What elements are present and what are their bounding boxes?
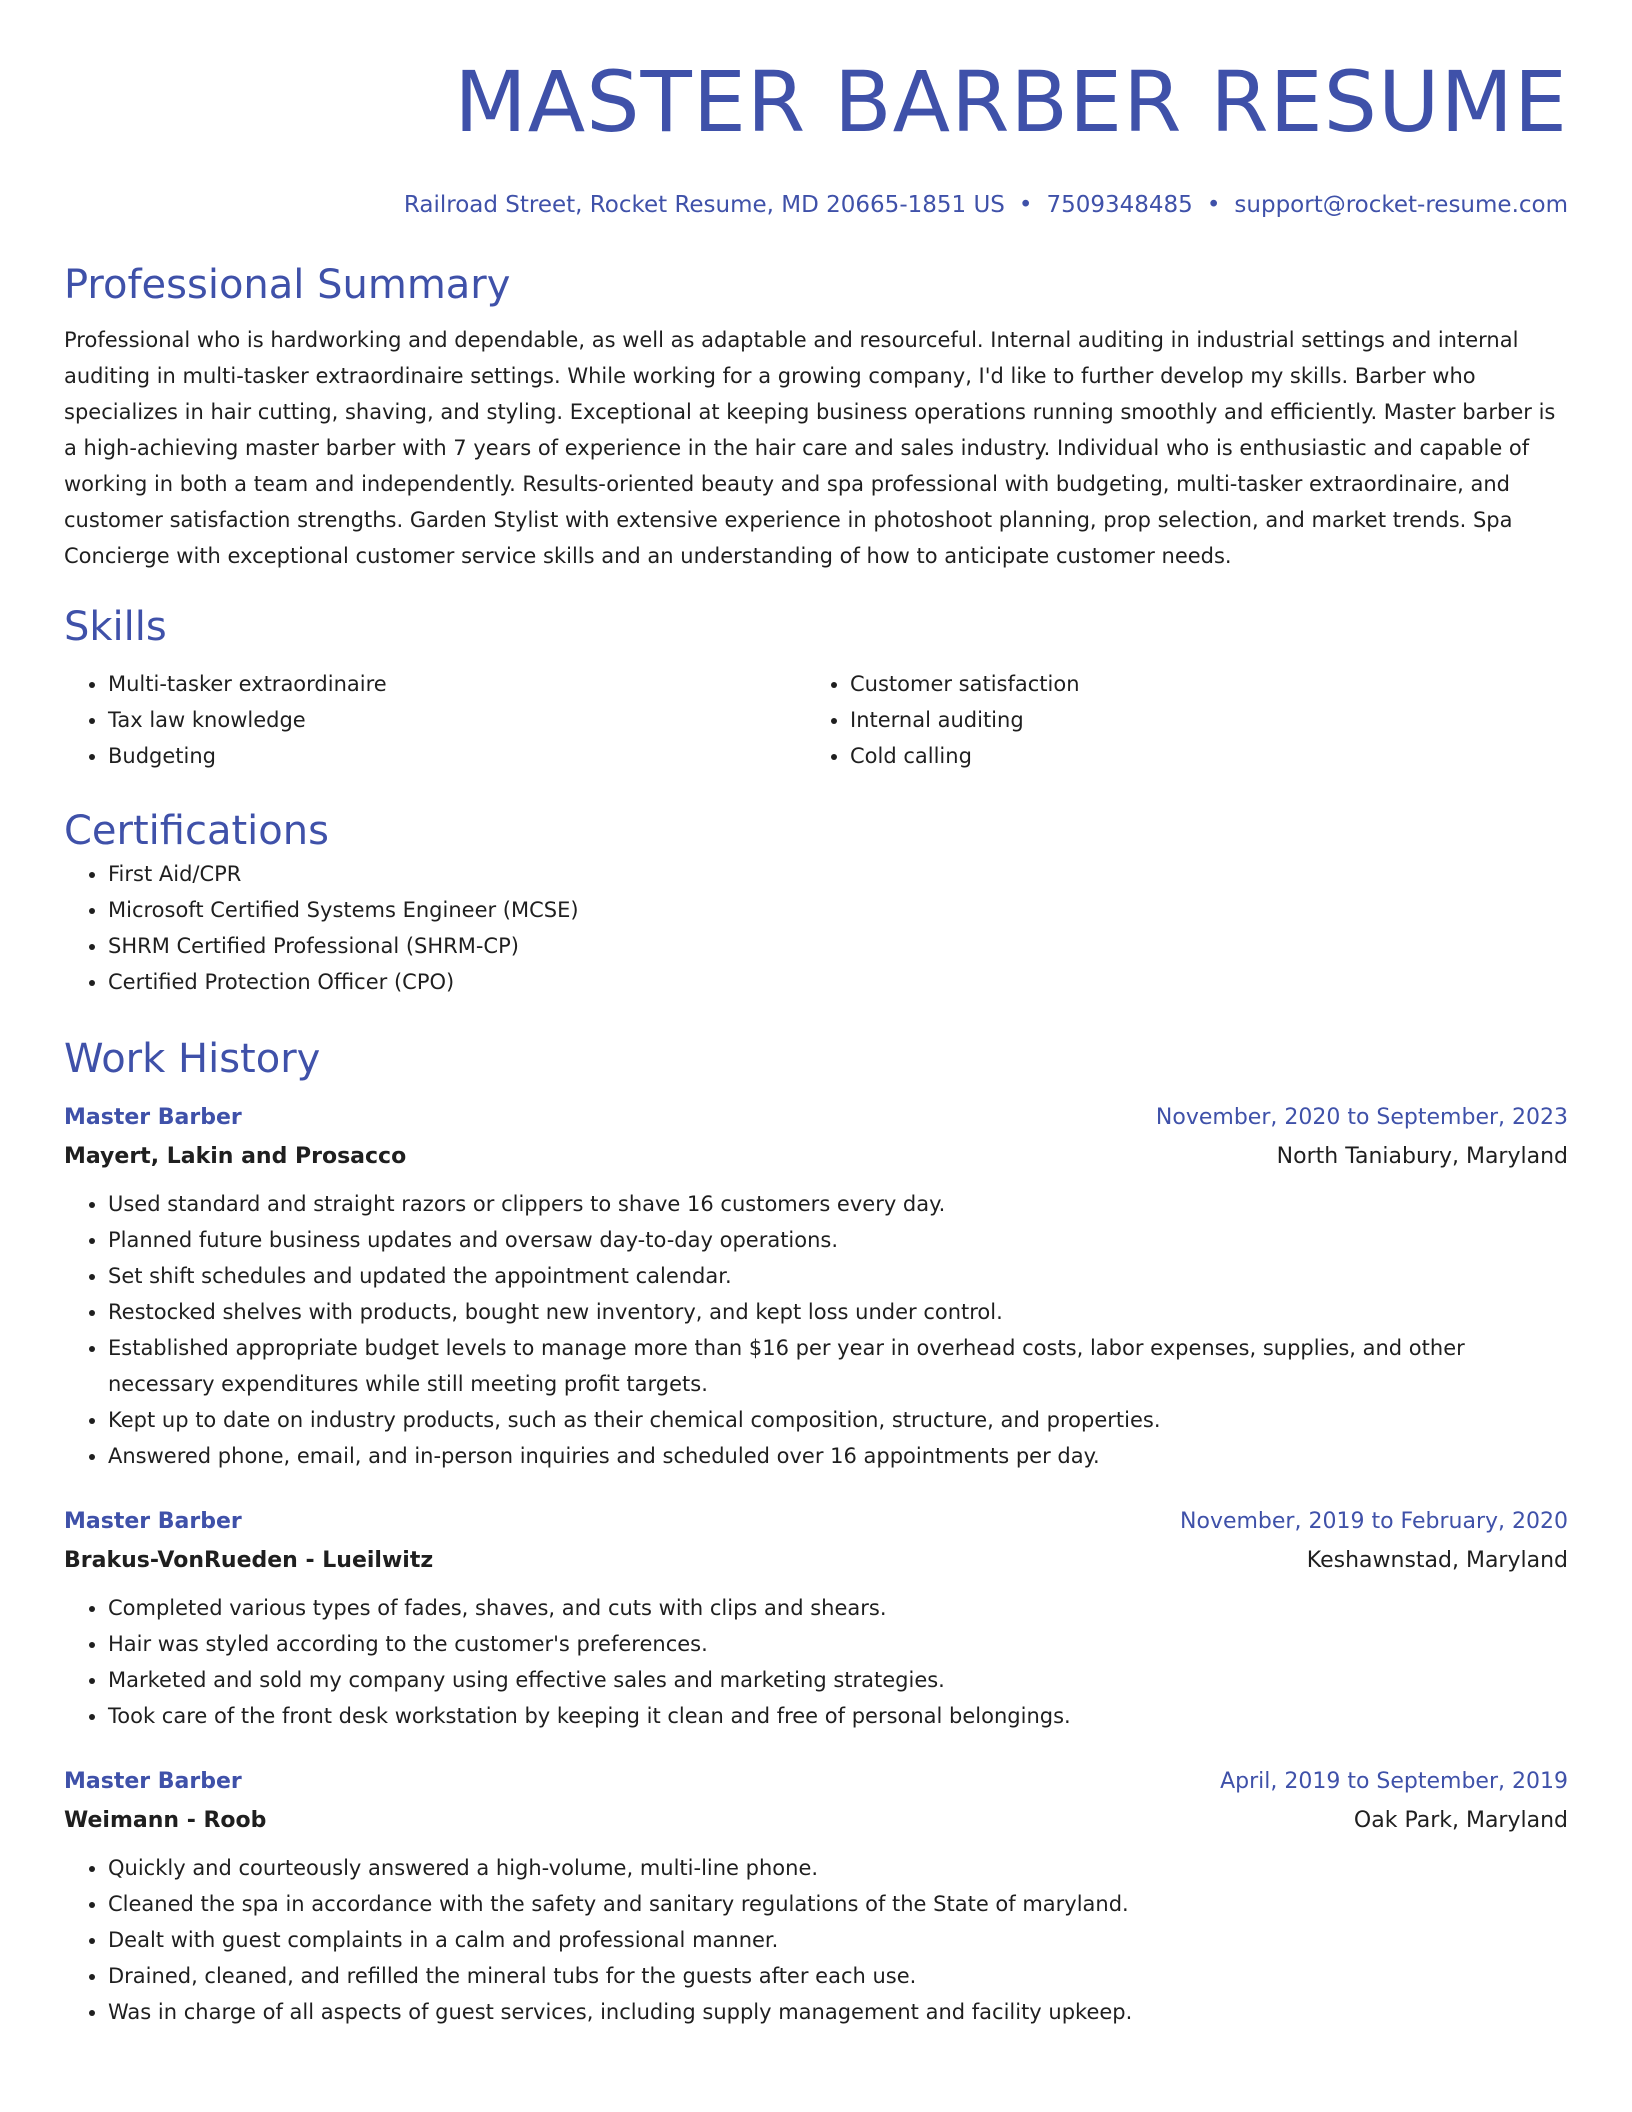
job-entry bbox=[64, 1098, 1568, 1474]
job-dates: November, 2019 to February, 2020 bbox=[1180, 1509, 1568, 1534]
contact-address: Railroad Street, Rocket Resume, MD 20665-1851 US bbox=[403, 192, 1005, 218]
job-duty: • Dealt with guest complaints in a calm and professional manner. bbox=[108, 1922, 1568, 1958]
job-duty: • Quickly and courteously answered a high-volume, multi-line phone. bbox=[108, 1850, 1568, 1886]
job-duty: • Established appropriate budget levels to manage more than $16 per year in overhead costs, labor expenses, supplies, and other necessary expenditures while still meeting profit targets. bbox=[108, 1330, 1568, 1402]
job-entry bbox=[64, 1762, 1568, 2030]
job-duties bbox=[64, 1850, 1568, 2030]
skill-item: • Tax law knowledge bbox=[108, 702, 806, 738]
certification-item: • Microsoft Certified Systems Engineer (MCSE) bbox=[108, 892, 1568, 928]
certifications-list bbox=[64, 856, 1568, 1000]
skills-column-left bbox=[64, 666, 806, 774]
skills-heading: Skills bbox=[64, 604, 167, 650]
summary-heading: Professional Summary bbox=[64, 262, 511, 308]
job-duty: • Marketed and sold my company using effective sales and marketing strategies. bbox=[108, 1662, 1568, 1698]
certification-item: • First Aid/CPR bbox=[108, 856, 1568, 892]
job-company: Mayert, Lakin and Prosacco bbox=[64, 1144, 407, 1169]
job-company: Brakus-VonRueden - Lueilwitz bbox=[64, 1548, 434, 1573]
job-title: Master Barber bbox=[64, 1509, 242, 1534]
summary-text: Professional who is hardworking and dependable, as well as adaptable and resourceful. Internal auditing in industrial settings and internal auditing in multi-tasker extraordinaire settings. While working for a growing company, I'd like to further develop my skills. Barber who specializes in hair cutting, shaving, and styling. Exceptional at keeping business operations running smoothly and efficiently. Master barber is a high-achieving master barber with 7 years of experience in the hair care and sales industry. Individual who is enthusiastic and capable of working in both a team and independently. Results-oriented beauty and spa professional with budgeting, multi-tasker extraordinaire, and customer satisfaction strengths. Garden Stylist with extensive experience in photoshoot planning, prop selection, and market trends. Spa Concierge with exceptional customer service skills and an understanding of how to anticipate customer needs. bbox=[64, 328, 1556, 568]
job-duty: • Used standard and straight razors or clippers to shave 16 customers every day. bbox=[108, 1186, 1568, 1222]
job-duty: • Cleaned the spa in accordance with the safety and sanitary regulations of the State of maryland. bbox=[108, 1886, 1568, 1922]
job-duties bbox=[64, 1590, 1568, 1734]
contact-phone: 7509348485 bbox=[1046, 192, 1193, 218]
job-duty: • Kept up to date on industry products, such as their chemical composition, structure, and properties. bbox=[108, 1402, 1568, 1438]
skill-item: • Customer satisfaction bbox=[850, 666, 1548, 702]
contact-separator: • bbox=[1018, 192, 1033, 218]
skill-item: • Internal auditing bbox=[850, 702, 1548, 738]
job-location: Keshawnstad, Maryland bbox=[1306, 1548, 1568, 1573]
contact-email: support@rocket-resume.com bbox=[1234, 192, 1568, 218]
resume-page bbox=[64, 0, 1568, 2112]
contact-line bbox=[64, 190, 1568, 220]
job-duty: • Answered phone, email, and in-person inquiries and scheduled over 16 appointments per day. bbox=[108, 1438, 1568, 1474]
resume-title: MASTER BARBER RESUME bbox=[454, 53, 1568, 151]
skills-list bbox=[64, 666, 1568, 774]
job-title: Master Barber bbox=[64, 1105, 242, 1130]
certification-item: • SHRM Certified Professional (SHRM-CP) bbox=[108, 928, 1568, 964]
job-entry bbox=[64, 1502, 1568, 1734]
skill-item: • Budgeting bbox=[108, 738, 806, 774]
job-duties bbox=[64, 1186, 1568, 1474]
job-dates: April, 2019 to September, 2019 bbox=[1220, 1769, 1568, 1794]
certifications-heading: Certifications bbox=[64, 808, 329, 854]
job-duty: • Restocked shelves with products, bought new inventory, and kept loss under control. bbox=[108, 1294, 1568, 1330]
job-duty: • Hair was styled according to the customer's preferences. bbox=[108, 1626, 1568, 1662]
skill-item: • Cold calling bbox=[850, 738, 1548, 774]
certification-item: • Certified Protection Officer (CPO) bbox=[108, 964, 1568, 1000]
job-duty: • Planned future business updates and oversaw day-to-day operations. bbox=[108, 1222, 1568, 1258]
job-duty: • Was in charge of all aspects of guest services, including supply management and facility upkeep. bbox=[108, 1994, 1568, 2030]
work-history-heading: Work History bbox=[64, 1036, 321, 1082]
job-duty: • Set shift schedules and updated the appointment calendar. bbox=[108, 1258, 1568, 1294]
job-duty: • Completed various types of fades, shaves, and cuts with clips and shears. bbox=[108, 1590, 1568, 1626]
job-duty: • Drained, cleaned, and refilled the mineral tubs for the guests after each use. bbox=[108, 1958, 1568, 1994]
job-location: Oak Park, Maryland bbox=[1353, 1808, 1568, 1833]
skills-column-right bbox=[806, 666, 1548, 774]
job-location: North Taniabury, Maryland bbox=[1276, 1144, 1568, 1169]
job-dates: November, 2020 to September, 2023 bbox=[1155, 1105, 1568, 1130]
job-company: Weimann - Roob bbox=[64, 1808, 267, 1833]
contact-separator: • bbox=[1206, 192, 1221, 218]
job-duty: • Took care of the front desk workstation by keeping it clean and free of personal belongings. bbox=[108, 1698, 1568, 1734]
skill-item: • Multi-tasker extraordinaire bbox=[108, 666, 806, 702]
job-title: Master Barber bbox=[64, 1769, 242, 1794]
